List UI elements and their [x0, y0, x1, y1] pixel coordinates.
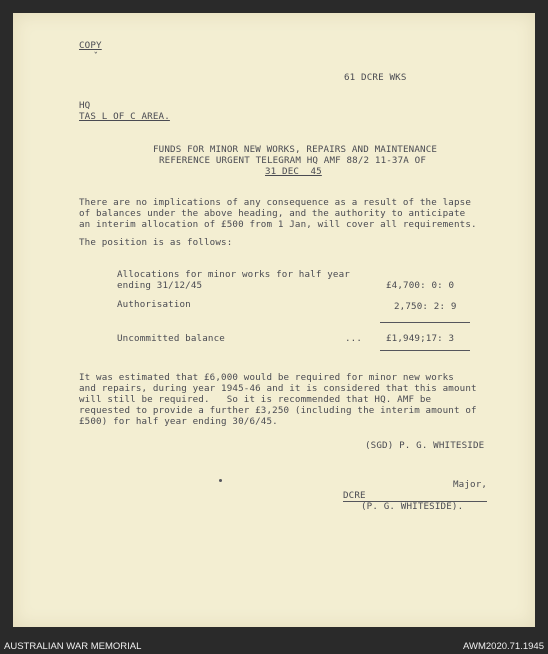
total-rule — [380, 350, 470, 351]
paragraph1-line-1: There are no implications of any consequence as a result of the lapse — [79, 197, 472, 208]
paragraph2-line-3: will still be required. So it is recommended that HQ. AMF be — [79, 394, 432, 405]
rank: Major, — [453, 479, 488, 490]
signature: (SGD) P. G. WHITESIDE — [365, 440, 485, 451]
paragraph2-line-2: and repairs, during year 1945-46 and it is considered that this amount — [79, 383, 477, 394]
row-3-label: Uncommitted balance — [117, 333, 225, 344]
subject-line-1: FUNDS FOR MINOR NEW WORKS, REPAIRS AND MAINTENANCE — [153, 144, 438, 155]
subtotal-rule — [380, 322, 470, 323]
row-1-amount: £4,700: 0: 0 — [386, 280, 455, 291]
row-3-amount: £1,949;17: 3 — [386, 333, 455, 344]
paragraph2-line-4: requested to provide a further £3,250 (including the interim amount of — [79, 405, 477, 416]
paper-mark — [219, 479, 222, 482]
position-intro: The position is as follows: — [79, 237, 233, 248]
paragraph1-line-2: of balances under the above heading, and the authority to anticipate — [79, 208, 466, 219]
row-2-amount: 2,750: 2: 9 — [394, 301, 457, 312]
subject-line-3: 31 DEC 45 — [265, 166, 322, 177]
footer-right: AWM2020.71.1945 — [463, 641, 544, 652]
paragraph2-line-5: £500) for half year ending 30/6/45. — [79, 416, 278, 427]
pen-mark: ˇ — [93, 51, 99, 62]
row-2-label: Authorisation — [117, 299, 191, 310]
document-page — [13, 13, 535, 627]
copy-mark: COPY — [79, 40, 102, 51]
address-line-2: TAS L OF C AREA. — [79, 111, 170, 122]
row-1-label: Allocations for minor works for half year — [117, 269, 350, 280]
paragraph1-line-3: an interim allocation of £500 from 1 Jan, will cover all requirements. — [79, 219, 477, 230]
sign-office: DCRE — [343, 490, 366, 501]
address-line-1: HQ — [79, 100, 91, 111]
subject-line-2: REFERENCE URGENT TELEGRAM HQ AMF 88/2 11-37A OF — [159, 155, 427, 166]
row-1-label-2: ending 31/12/45 — [117, 280, 203, 291]
reference: 61 DCRE WKS — [344, 72, 407, 83]
sign-name: (P. G. WHITESIDE). — [361, 501, 464, 512]
footer-left: AUSTRALIAN WAR MEMORIAL — [4, 641, 142, 652]
row-3-leader: ... — [345, 333, 363, 344]
paragraph2-line-1: It was estimated that £6,000 would be required for minor new works — [79, 372, 454, 383]
